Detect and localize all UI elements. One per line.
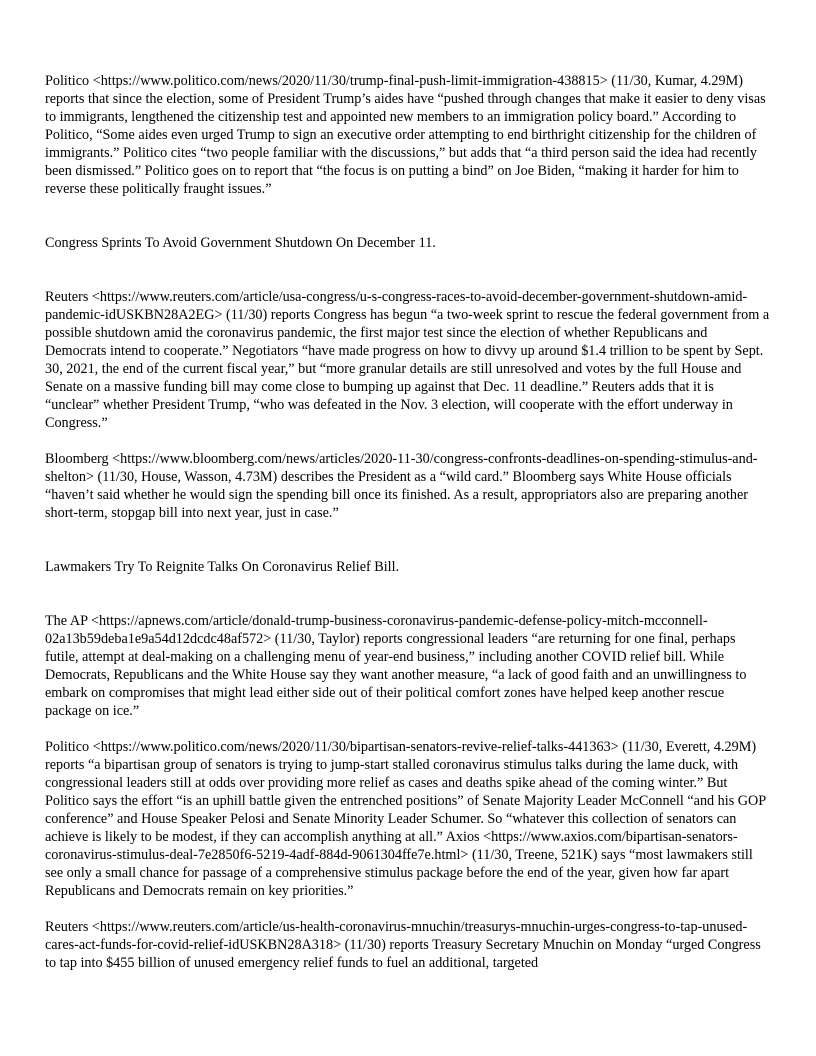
spacer bbox=[45, 720, 771, 738]
spacer bbox=[45, 900, 771, 918]
paragraph-reuters-mnuchin: Reuters <https://www.reuters.com/article/us-health-coronavirus-mnuchin/treasurys-mnuchin-urges-congress-to-tap-unused-cares-act-funds-for-covid-relief-idUSKBN28A318> (11/30) reports Treasury Secretary Mnuchin on Monday “urged Congress to tap into $455 billion of unused emergency relief funds to fuel an additional, targeted bbox=[45, 919, 761, 971]
document-page bbox=[45, 72, 771, 972]
paragraph-ap-relief: The AP <https://apnews.com/article/donald-trump-business-coronavirus-pandemic-defense-policy-mitch-mcconnell-02a13b59deba1e9a54d12dcdc48af572> (11/30, Taylor) reports congressional leaders “are returning for one final, perhaps futile, attempt at deal-making on a challenging menu of year-end business,” including another COVID relief bill. While Democrats, Republicans and the White House say they want another measure, “a lack of good faith and an unwillingness to embark on compromises that might lead either side out of their political comfort zones have helped keep another rescue package on ice.” bbox=[45, 613, 747, 719]
paragraph-politico-immigration: Politico <https://www.politico.com/news/2020/11/30/trump-final-push-limit-immigration-438815> (11/30, Kumar, 4.29M) reports that since the election, some of President Trump’s aides have “pushed through changes that make it easier to deny visas to immigrants, lengthened the citizenship test and appointed new members to an immigration policy board.” According to Politico, “Some aides even urged Trump to sign an executive order attempting to end birthright citizenship for the children of immigrants.” Politico cites “two people familiar with the discussions,” but adds that “a third person said the idea had recently been dismissed.” Politico goes on to report that “the focus is on putting a bind” on Joe Biden, “making it harder for him to reverse these politically fraught issues.” bbox=[45, 73, 766, 197]
heading-relief-talks: Lawmakers Try To Reignite Talks On Coronavirus Relief Bill. bbox=[45, 559, 400, 575]
spacer bbox=[45, 198, 771, 234]
spacer bbox=[45, 252, 771, 288]
spacer bbox=[45, 576, 771, 612]
spacer bbox=[45, 522, 771, 558]
heading-government-shutdown: Congress Sprints To Avoid Government Shutdown On December 11. bbox=[45, 235, 436, 251]
spacer bbox=[45, 432, 771, 450]
paragraph-bloomberg-spending: Bloomberg <https://www.bloomberg.com/news/articles/2020-11-30/congress-confronts-deadlines-on-spending-stimulus-and-shelton> (11/30, House, Wasson, 4.73M) describes the President as a “wild card.” Bloomberg says White House officials “haven’t said whether he would sign the spending bill once its finished. As a result, appropriators also are preparing another short-term, stopgap bill into next year, just in case.” bbox=[45, 451, 758, 521]
paragraph-reuters-shutdown: Reuters <https://www.reuters.com/article/usa-congress/u-s-congress-races-to-avoid-december-government-shutdown-amid-pandemic-idUSKBN28A2EG> (11/30) reports Congress has begun “a two-week sprint to rescue the federal government from a possible shutdown amid the coronavirus pandemic, the first major test since the election of whether Republicans and Democrats intend to cooperate.” Negotiators “have made progress on how to divvy up around $1.4 trillion to be spent by Sept. 30, 2021, the end of the current fiscal year,” but “more granular details are still unresolved and votes by the full House and Senate on a massive funding bill may come close to bumping up against that Dec. 11 deadline.” Reuters adds that it is “unclear” whether President Trump, “who was defeated in the Nov. 3 election, will cooperate with the effort underway in Congress.” bbox=[45, 289, 770, 431]
paragraph-politico-bipartisan: Politico <https://www.politico.com/news/2020/11/30/bipartisan-senators-revive-relief-talks-441363> (11/30, Everett, 4.29M) reports “a bipartisan group of senators is trying to jump-start stalled coronavirus stimulus talks during the lame duck, with congressional leaders still at odds over providing more relief as cases and deaths spike ahead of the coming winter.” But Politico says the effort “is an uphill battle given the entrenched positions” of Senate Majority Leader McConnell “and his GOP conference” and House Speaker Pelosi and Senate Minority Leader Schumer. So “whatever this collection of senators can achieve is likely to be modest, if they can accomplish anything at all.” Axios <https://www.axios.com/bipartisan-senators-coronavirus-stimulus-deal-7e2850f6-5219-4adf-884d-9061304ffe7e.html> (11/30, Treene, 521K) says “most lawmakers still see only a small chance for passage of a comprehensive stimulus package before the end of the year, given how far apart Republicans and Democrats remain on key priorities.” bbox=[45, 739, 766, 899]
